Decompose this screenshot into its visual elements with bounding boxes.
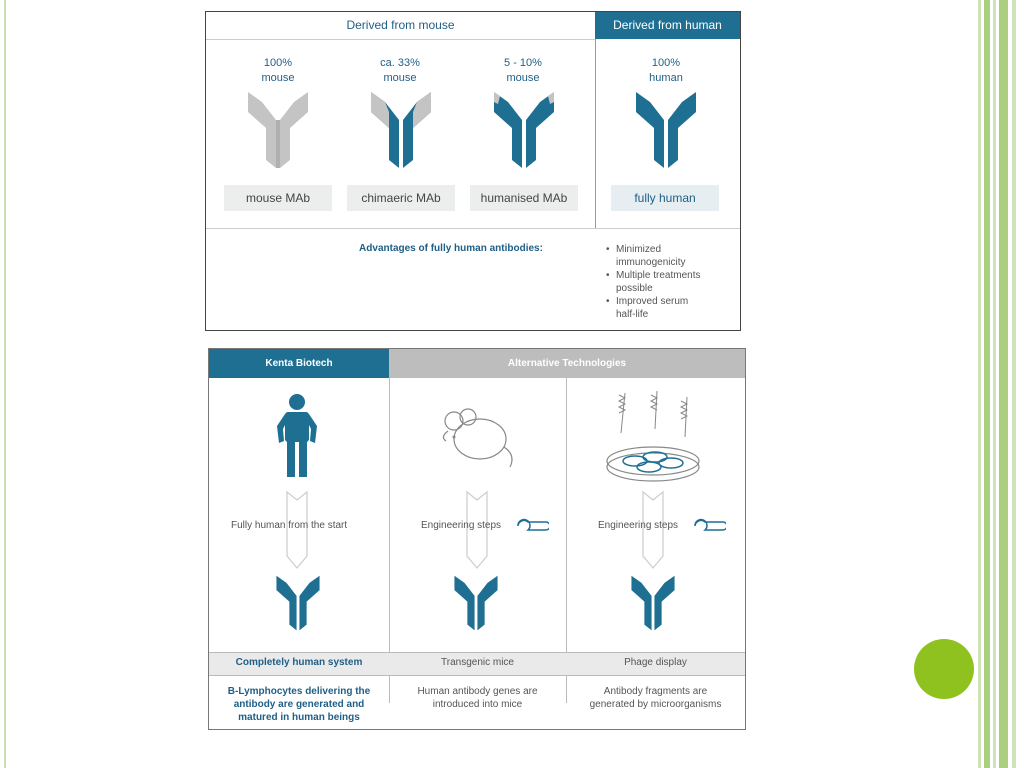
description-line: B-Lymphocytes delivering the — [227, 686, 371, 697]
chimaeric-antibody-icon — [369, 90, 433, 170]
human-person-icon — [275, 393, 319, 479]
advantage-line: • Minimized — [616, 244, 662, 255]
antibody-composition — [468, 56, 578, 86]
advantage-item — [604, 243, 744, 269]
description-line: Human antibody genes are — [417, 686, 538, 697]
advantage-line: • Improved serum — [616, 296, 689, 307]
advantage-line: immunogenicity — [616, 257, 686, 268]
percent-value: 5 - 10% — [504, 57, 542, 69]
description-line: antibody are generated and — [233, 699, 365, 710]
percent-origin: mouse — [506, 72, 540, 84]
advantage-item — [604, 295, 744, 321]
decor-stripe — [978, 0, 981, 768]
description-transgenic — [389, 685, 566, 711]
footer-phage-display: Phage display — [624, 657, 687, 668]
advantage-line: possible — [616, 283, 653, 294]
label-mouse-mab: mouse MAb — [224, 185, 332, 211]
humanised-antibody-icon — [492, 90, 556, 170]
description-kenta — [209, 685, 389, 724]
percent-origin: human — [649, 72, 683, 84]
footer-transgenic-mice: Transgenic mice — [441, 657, 514, 668]
header-kenta-biotech: Kenta Biotech — [209, 349, 389, 378]
advantage-line: half-life — [616, 309, 649, 320]
label-humanised-mab: humanised MAb — [470, 185, 578, 211]
wrench-icon — [692, 517, 726, 535]
footer-completely-human: Completely human system — [235, 657, 363, 668]
column-divider — [595, 39, 596, 228]
human-antibody-icon — [453, 573, 499, 633]
advantages-title: Advantages of fully human antibodies: — [359, 243, 543, 254]
decor-stripe — [993, 0, 996, 768]
antibody-composition — [611, 56, 721, 86]
percent-value: ca. 33% — [380, 57, 420, 69]
step-fully-human: Fully human from the start — [231, 520, 348, 531]
description-line: Antibody fragments are — [603, 686, 708, 697]
label-fully-human: fully human — [611, 185, 719, 211]
description-line: generated by microorganisms — [589, 699, 722, 710]
decor-stripe — [1012, 0, 1016, 768]
description-line: introduced into mice — [432, 699, 523, 710]
antibody-composition — [345, 56, 455, 86]
percent-origin: mouse — [383, 72, 417, 84]
mouse-animal-icon — [438, 407, 518, 471]
percent-value: 100% — [263, 57, 293, 69]
advantage-item — [604, 269, 744, 295]
step-engineering: Engineering steps — [421, 520, 502, 531]
step-engineering: Engineering steps — [598, 520, 679, 531]
antibody-types-panel — [205, 11, 741, 331]
advantages-list — [604, 243, 744, 321]
human-antibody-icon — [275, 573, 321, 633]
slide-left-border — [4, 0, 6, 768]
description-phage — [566, 685, 745, 711]
percent-origin: mouse — [261, 72, 295, 84]
section-divider — [206, 228, 740, 229]
human-antibody-icon — [630, 573, 676, 633]
decor-stripe — [999, 0, 1008, 768]
decor-stripe — [984, 0, 990, 768]
green-circle-decoration — [914, 639, 974, 699]
antibody-composition — [223, 56, 333, 86]
description-line: matured in human beings — [238, 712, 360, 723]
mouse-antibody-icon — [246, 90, 310, 170]
phage-petri-dish-icon — [601, 389, 707, 485]
header-derived-from-mouse: Derived from mouse — [206, 12, 595, 40]
label-chimaeric-mab: chimaeric MAb — [347, 185, 455, 211]
header-alternative-technologies: Alternative Technologies — [389, 349, 745, 378]
fully-human-antibody-icon — [634, 90, 698, 170]
wrench-icon — [515, 517, 549, 535]
technology-comparison-panel — [208, 348, 746, 730]
header-derived-from-human: Derived from human — [595, 12, 740, 39]
percent-value: 100% — [651, 57, 681, 69]
advantage-line: • Multiple treatments — [616, 270, 701, 281]
